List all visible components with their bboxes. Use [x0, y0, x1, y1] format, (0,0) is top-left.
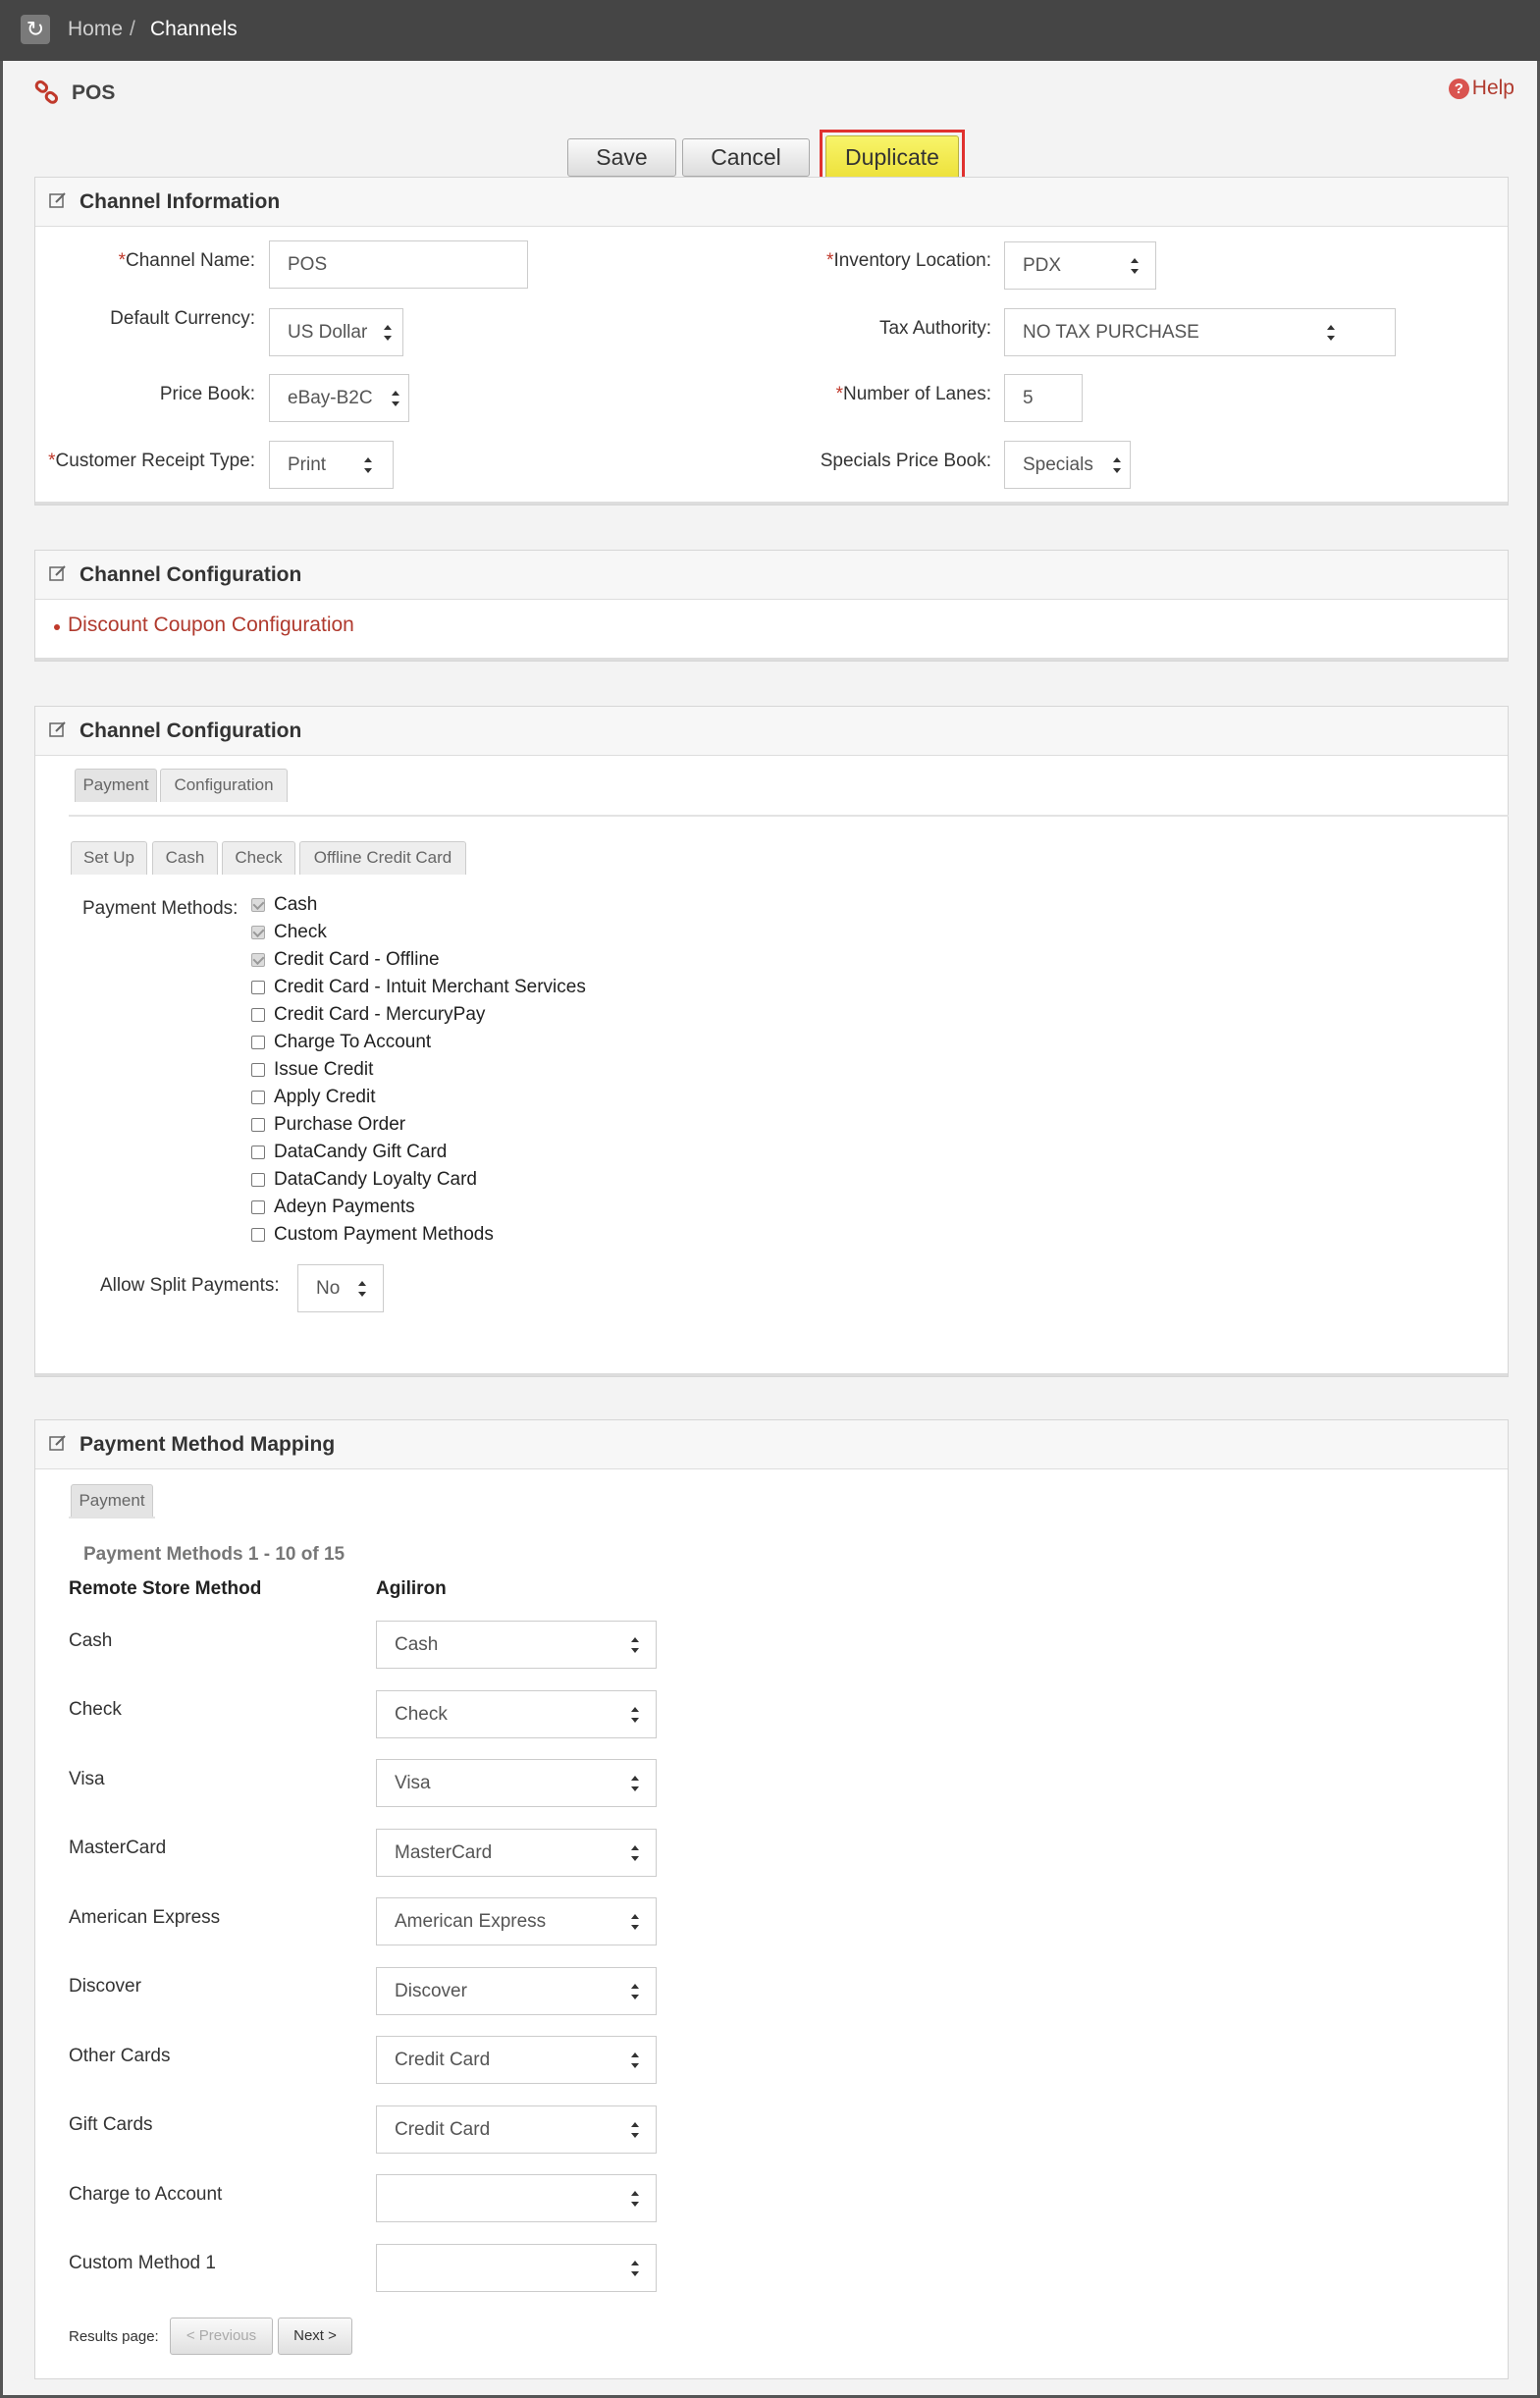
payment-method-label: Purchase Order — [274, 1114, 406, 1135]
allow-split-payments-value: No — [316, 1278, 341, 1299]
results-page-label: Results page: — [69, 2328, 159, 2345]
price-book-label: Price Book: — [159, 384, 255, 404]
checkbox[interactable] — [251, 1146, 265, 1159]
edit-icon — [49, 720, 67, 738]
checkbox[interactable] — [251, 953, 265, 967]
remote-method-label: American Express — [69, 1907, 221, 1928]
checkbox[interactable] — [251, 1063, 265, 1077]
panel-title: Channel Information — [80, 190, 281, 213]
breadcrumb-separator: / — [130, 18, 135, 40]
payment-method-label: Credit Card - Offline — [274, 949, 440, 970]
payment-method-label: Charge To Account — [274, 1032, 432, 1052]
payment-method-label: Apply Credit — [274, 1087, 376, 1107]
select-arrows-icon — [381, 309, 395, 355]
remote-method-label: Gift Cards — [69, 2114, 153, 2135]
previous-page-button[interactable]: < Previous — [170, 2318, 273, 2355]
pagination-count: Payment Methods 1 - 10 of 15 — [83, 1544, 345, 1565]
agiliron-method-select[interactable] — [376, 2036, 657, 2084]
customer-receipt-type-label: *Customer Receipt Type: — [48, 451, 255, 471]
help-link[interactable] — [1449, 77, 1514, 100]
refresh-icon[interactable]: ↻ — [21, 15, 50, 44]
specials-price-book-label: Specials Price Book: — [820, 451, 991, 471]
channel-name-input[interactable]: POS — [269, 240, 528, 289]
remote-method-label: Visa — [69, 1769, 105, 1789]
tax-authority-select[interactable] — [1004, 308, 1396, 356]
next-page-button[interactable]: Next > — [278, 2318, 352, 2355]
panel-header — [35, 178, 1508, 227]
remote-method-label: Charge to Account — [69, 2184, 223, 2205]
page-title: POS — [72, 81, 116, 104]
agiliron-method-value: MasterCard — [395, 1842, 493, 1863]
agiliron-method-value: Check — [395, 1704, 448, 1725]
panel-header — [35, 551, 1508, 600]
checkbox[interactable] — [251, 1008, 265, 1022]
edit-icon — [49, 191, 67, 209]
panel-header — [35, 707, 1508, 756]
select-arrows-icon — [628, 2106, 642, 2153]
agiliron-method-select[interactable] — [376, 1897, 657, 1945]
remote-method-label: Other Cards — [69, 2046, 171, 2066]
inventory-location-value: PDX — [1023, 255, 1062, 276]
select-arrows-icon — [628, 1622, 642, 1668]
edit-icon — [49, 564, 67, 582]
payment-method-label: Credit Card - MercuryPay — [274, 1004, 486, 1025]
default-currency-label: Default Currency: — [110, 308, 255, 329]
discount-coupon-configuration-link[interactable]: Discount Coupon Configuration — [68, 613, 354, 636]
checkbox[interactable] — [251, 1036, 265, 1049]
top-bar — [0, 0, 1540, 61]
checkbox[interactable] — [251, 1091, 265, 1104]
tab-divider — [69, 815, 1509, 817]
column-header-agiliron: Agiliron — [376, 1578, 447, 1599]
edit-icon — [49, 1434, 67, 1452]
payment-method-label: DataCandy Loyalty Card — [274, 1169, 477, 1190]
inventory-location-label: *Inventory Location: — [826, 250, 991, 271]
panel-title: Channel Configuration — [80, 563, 302, 586]
default-currency-value: US Dollar — [288, 322, 368, 343]
subtab-offline-credit-card[interactable]: Offline Credit Card — [299, 841, 466, 875]
checkbox[interactable] — [251, 1118, 265, 1132]
customer-receipt-type-select[interactable] — [269, 441, 394, 489]
tax-authority-label: Tax Authority: — [878, 318, 991, 339]
duplicate-button[interactable]: Duplicate — [825, 135, 959, 180]
select-arrows-icon — [628, 1760, 642, 1806]
agiliron-method-value: Cash — [395, 1634, 439, 1655]
help-label: Help — [1471, 77, 1514, 99]
breadcrumb-current[interactable]: Channels — [150, 18, 238, 40]
cancel-button[interactable]: Cancel — [682, 138, 810, 177]
checkbox[interactable] — [251, 981, 265, 994]
select-arrows-icon — [389, 375, 402, 421]
agiliron-method-select[interactable] — [376, 2244, 657, 2292]
tab-payment[interactable]: Payment — [75, 769, 157, 802]
select-arrows-icon — [628, 2245, 642, 2291]
checkbox[interactable] — [251, 1200, 265, 1214]
number-of-lanes-input[interactable]: 5 — [1004, 374, 1083, 422]
agiliron-method-select[interactable] — [376, 1621, 657, 1669]
checkbox[interactable] — [251, 898, 265, 912]
save-button[interactable]: Save — [567, 138, 676, 177]
agiliron-method-select[interactable] — [376, 1967, 657, 2015]
panel-title: Payment Method Mapping — [80, 1433, 336, 1456]
agiliron-method-select[interactable] — [376, 2174, 657, 2222]
payment-method-label: Issue Credit — [274, 1059, 374, 1080]
payment-method-label: Check — [274, 922, 327, 942]
agiliron-method-value: American Express — [395, 1911, 547, 1932]
select-arrows-icon — [628, 1968, 642, 2014]
payment-methods-label: Payment Methods: — [82, 898, 239, 919]
select-arrows-icon — [628, 2175, 642, 2221]
specials-price-book-value: Specials — [1023, 454, 1093, 475]
channel-configuration-panel — [34, 550, 1509, 662]
remote-method-label: Discover — [69, 1976, 141, 1997]
agiliron-method-select[interactable] — [376, 1690, 657, 1738]
select-arrows-icon — [628, 1898, 642, 1945]
link-chain-icon — [33, 79, 61, 106]
payment-method-label: Adeyn Payments — [274, 1197, 415, 1217]
select-arrows-icon — [1110, 442, 1124, 488]
checkbox[interactable] — [251, 1228, 265, 1242]
bullet-icon — [54, 624, 60, 630]
panel-bottom-border — [35, 658, 1508, 661]
agiliron-method-value: Credit Card — [395, 2050, 491, 2070]
select-arrows-icon — [628, 2037, 642, 2083]
price-book-select[interactable] — [269, 374, 409, 422]
default-currency-select[interactable] — [269, 308, 403, 356]
tab-divider — [69, 1517, 155, 1519]
select-arrows-icon — [355, 1265, 369, 1311]
number-of-lanes-label: *Number of Lanes: — [835, 384, 991, 404]
checkbox[interactable] — [251, 926, 265, 939]
breadcrumb-home[interactable]: Home — [68, 18, 124, 40]
remote-method-label: Custom Method 1 — [69, 2253, 216, 2273]
tab-configuration[interactable]: Configuration — [160, 769, 288, 802]
allow-split-payments-select[interactable] — [297, 1264, 384, 1312]
payment-method-label: Cash — [274, 894, 318, 915]
payment-method-label: DataCandy Gift Card — [274, 1142, 448, 1162]
subtab-setup[interactable]: Set Up — [71, 841, 147, 875]
payment-method-label: Custom Payment Methods — [274, 1224, 494, 1245]
panel-header — [35, 1420, 1508, 1469]
allow-split-payments-label: Allow Split Payments: — [100, 1275, 280, 1296]
select-arrows-icon — [1128, 242, 1142, 289]
tab-mapping-payment[interactable]: Payment — [71, 1484, 153, 1518]
select-arrows-icon — [361, 442, 375, 488]
panel-bottom-border — [35, 502, 1508, 505]
price-book-value: eBay-B2C — [288, 388, 373, 408]
channel-name-label: *Channel Name: — [118, 250, 255, 271]
agiliron-method-value: Visa — [395, 1773, 431, 1793]
agiliron-method-select[interactable] — [376, 1759, 657, 1807]
checkbox[interactable] — [251, 1173, 265, 1187]
select-arrows-icon — [1324, 309, 1338, 355]
column-header-remote: Remote Store Method — [69, 1578, 262, 1599]
subtab-cash[interactable]: Cash — [152, 841, 218, 875]
agiliron-method-select[interactable] — [376, 2105, 657, 2154]
panel-title: Channel Configuration — [80, 719, 302, 742]
agiliron-method-value: Credit Card — [395, 2119, 491, 2140]
remote-method-label: Cash — [69, 1630, 113, 1651]
customer-receipt-type-value: Print — [288, 454, 327, 475]
agiliron-method-value: Discover — [395, 1981, 467, 2001]
panel-bottom-border — [35, 1373, 1508, 1376]
specials-price-book-select[interactable] — [1004, 441, 1131, 489]
agiliron-method-select[interactable] — [376, 1829, 657, 1877]
remote-method-label: Check — [69, 1699, 122, 1720]
help-icon: ? — [1449, 79, 1469, 99]
select-arrows-icon — [628, 1691, 642, 1737]
subtab-check[interactable]: Check — [222, 841, 295, 875]
payment-method-label: Credit Card - Intuit Merchant Services — [274, 977, 586, 997]
inventory-location-select[interactable] — [1004, 241, 1156, 290]
remote-method-label: MasterCard — [69, 1838, 167, 1858]
select-arrows-icon — [628, 1830, 642, 1876]
tax-authority-value: NO TAX PURCHASE — [1023, 322, 1199, 343]
